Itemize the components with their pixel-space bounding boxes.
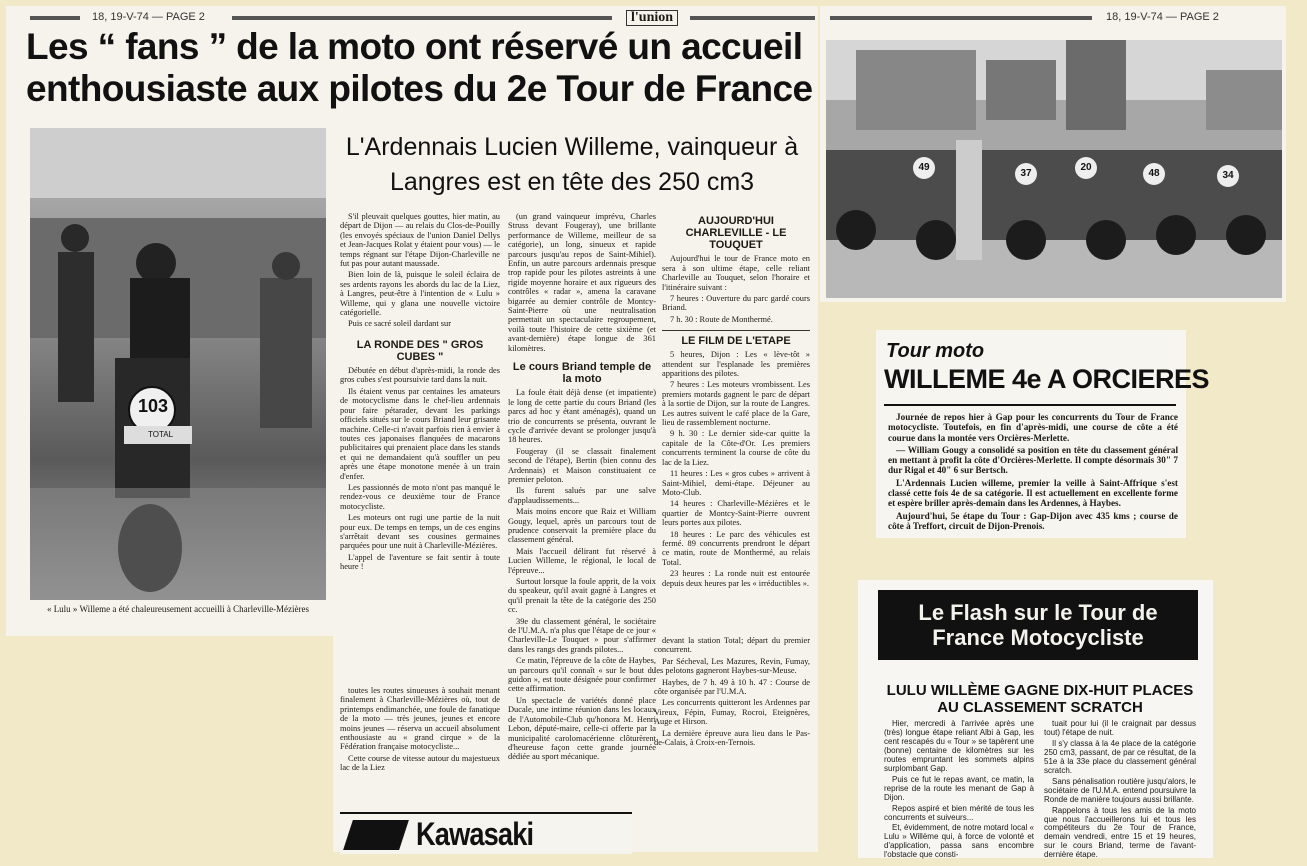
bike-number-3: 20: [1080, 162, 1092, 173]
main-headline: Les “ fans ” de la moto ont réservé un accueil enthousiaste aux pilotes du 2e Tour de France: [26, 26, 813, 109]
main-photo: [30, 128, 326, 600]
article-column-1: [340, 212, 500, 574]
date-right: 18, 19-V-74 — PAGE 2: [1106, 11, 1219, 23]
section-title-briand: Le cours Briand temple de la moto: [512, 361, 652, 386]
tour-moto-headline: WILLEME 4e A ORCIERES: [884, 364, 1210, 394]
text-paragraph: Sans pénalisation routière jusqu'alors, le sociétaire de l'U.M.A. entend poursuivre la Ronde de manière toujours aussi brillante.: [1044, 776, 1196, 804]
text-paragraph: Les concurrents quitteront les Ardennes par Vireux, Fépin, Fumay, Rocroi, Eteignères, Auge et Hirson.: [654, 698, 810, 727]
tour-moto-clipping: [876, 330, 1210, 538]
text-paragraph: La foule était déjà dense (et impatiente) le long de cette partie du cours Briand (les parcs ad hoc y étant aménagés), quand un trio de concurrents se présenta, ouvrant le cycle d'arrivée devant se prolonger jusqu'à 18 heures.: [508, 388, 656, 445]
text-paragraph: Aujourd'hui le tour de France moto en sera à son ultime étape, celle reliant Charleville au Touquet, selon l'horaire et l'itinéraire suivant :: [662, 254, 810, 292]
text-paragraph: 7 heures : Les moteurs vrombissent. Les premiers motards gagnent le parc de départ à la sortie de Dijon, sur la route de Langres. Les autres suivent le café place de la Gare, lieu de rassemblement nocturne.: [662, 380, 810, 428]
text-paragraph: S'il pleuvait quelques gouttes, hier matin, au départ de Dijon — au relais du Clos-de-Pouilly (les envoyés spéciaux de l'union Daniel Dellys et Jean-Jacques Rolat y étaient pour vous) — le temps régnant sur l'étape Dijon-Charleville ne fut pas pour autant maussade.: [340, 212, 500, 269]
text-paragraph: Surtout lorsque la foule apprit, de la voix du speakeur, qu'il avait gagné à Langres et qu'il prenait la tête de la catégorie des 250 cc.: [508, 577, 656, 615]
article-column-2: [508, 212, 656, 817]
date-left: 18, 19-V-74 — PAGE 2: [92, 11, 205, 23]
text-paragraph: 9 h. 30 : Le dernier side-car quitte la capitale de la Côte-d'Or. Les premiers concurrents terminent la course de côte du lac de la Liez.: [662, 429, 810, 467]
header-rule-right: [690, 16, 815, 20]
text-paragraph: — William Gougy a consolidé sa position en tête du classement général en mettant à profit la côte d'Orcières-Merlette. Il compte désormais 30" 7 dur Rigal et 40" 6 sur Bertsch.: [888, 444, 1178, 476]
rider-photo-illustration: [30, 128, 326, 600]
text-paragraph: tuait pour lui (il le craignait par dessus tout) l'étape de nuit.: [1044, 719, 1196, 737]
text-paragraph: Ils étaient venus par centaines les amateurs de motocyclisme dans le chef-lieu ardennais pour faire pétarader, devant les parkings officiels situés sur le cours Briand leur grisante machine. Celle-ci n'avait parfois rien à envier à toutes ces japonaises flanquées de macarons publicitaires qui prenaient place dans les stands et qui ne demandaient qu'à souffler un peu après une étape monotone menée à un train d'enfer.: [340, 386, 500, 481]
header-rule-mid: [232, 16, 612, 20]
text-paragraph: Aujourd'hui, 5e étape du Tour : Gap-Dijon avec 435 kms ; course de côte à Treffort, circuit de Dijon-Prenois.: [888, 510, 1178, 531]
masthead: l'union: [626, 10, 678, 26]
col1-paragraphs: [340, 212, 500, 329]
kawasaki-ad: [340, 812, 632, 854]
text-paragraph: 5 heures, Dijon : Les « lève-tôt » attendent sur l'esplanade les premières apparitions des pilotes.: [662, 350, 810, 379]
bike-number: 103: [137, 396, 169, 416]
header-rule-left: [30, 16, 80, 20]
flash-col-1: [884, 719, 1034, 860]
text-paragraph: Fougeray (il se classait finalement second de l'étape), Bertin (bien connu des Ardennais) et Maison constituaient ce premier peloton.: [508, 446, 656, 484]
text-paragraph: Ils furent salués par une salve d'applaudissements...: [508, 486, 656, 505]
text-paragraph: Débutée en début d'après-midi, la ronde des gros cubes s'est poursuivie tard dans la nuit.: [340, 366, 500, 385]
section-divider: [662, 330, 810, 331]
text-paragraph: La dernière épreuve aura lieu dans le Pas-de-Calais, à Croix-en-Ternois.: [654, 728, 810, 748]
text-paragraph: Mais moins encore que Raiz et William Gougy, lequel, après un parcours tout de prudence conservait la première place du classement général.: [508, 507, 656, 545]
starting-line-illustration: [826, 40, 1282, 298]
article-column-3: [662, 212, 810, 628]
text-paragraph: L'Ardennais Lucien willeme, premier la veille à Saint-Affrique s'est classé cette fois 4e de sa catégorie. Il est actuellement en excellente forme et espère briller après-demain dans les Ardennes, à Haybes.: [888, 477, 1178, 509]
text-paragraph: Il s'y classa à la 4e place de la catégorie 250 cm3, passant, de par ce résultat, de la 51e à la 33e place du classement général scratch.: [1044, 738, 1196, 775]
flash-banner: [878, 590, 1198, 660]
kawasaki-brand: Kawasaki: [416, 816, 534, 852]
text-paragraph: 7 heures : Ouverture du parc gardé cours Briand.: [662, 293, 810, 313]
text-paragraph: L'appel de l'aventure se fait sentir à toute heure !: [340, 552, 500, 572]
text-paragraph: Bien loin de là, puisque le soleil éclaira de ses ardents rayons les abords du lac de la Liez, à Langres, peut-être à l'intention de « Lulu » Willeme, qui y glana une nouvelle victoire catégorielle.: [340, 270, 500, 318]
text-paragraph: Rappelons à tous les amis de la moto que nous l'accueillerons lui et tous les compétiteurs du 2e Tour de France, demain vendredi, entre 15 et 19 heures, sur le cours Briand, terme de l'avant-dernière étape.: [1044, 805, 1196, 860]
section-title-ronde: LA RONDE DES " GROS CUBES ": [356, 338, 484, 363]
text-paragraph: 7 h. 30 : Route de Monthermé.: [670, 314, 773, 324]
text-paragraph: Par Sécheval, Les Mazures, Revin, Fumay, les pelotons gagneront Haybes-sur-Meuse.: [654, 656, 810, 676]
text-paragraph: 14 heures : Charleville-Mézières et le quartier de Montcy-Saint-Pierre ouvrent leurs portes aux pilotes.: [662, 499, 810, 528]
bike-number-4: 48: [1148, 168, 1160, 179]
flash-banner-title: Le Flash sur le Tour de France Motocycliste: [918, 600, 1158, 650]
text-paragraph: Et, évidemment, de notre motard local « Lulu » Willème qui, à force de volonté et d'application, passa sans encombre l'obstacle que consti-: [884, 823, 1034, 860]
text-paragraph: Un spectacle de variétés donné place Ducale, une intime réunion dans les locaux de l'Automobile-Club qu'honora M. Henri Lebon, député-maire, celle-ci offerte par la municipalité carolomacérienne clôturèrent d'heureuse façon cette grande journée dédiée au sport mécanique.: [508, 695, 656, 762]
text-paragraph: Puis ce sacré soleil dardant sur: [348, 319, 452, 329]
right-header-rule: [830, 16, 1092, 20]
article-column-1-lower: [340, 686, 500, 806]
kawasaki-logo-icon: [343, 820, 409, 850]
text-paragraph: Repos aspiré et bien mérité de tous les concurrents et suiveurs...: [884, 803, 1034, 822]
main-subhead: L'Ardennais Lucien Willeme, vainqueur à Langres est en tête des 250 cm3: [345, 133, 799, 196]
text-paragraph: 39e du classement général, le sociétaire de l'U.M.A. n'a plus que l'étape de ce jour « Charleville-Le Touquet » pour s'affirmer dans les rangs des grands pilotes...: [508, 616, 656, 654]
text-paragraph: 18 heures : Le parc des véhicules est fermé. 89 concurrents prendront le départ ce matin, route de Monthermé, au relais Total.: [662, 529, 810, 567]
text-paragraph: (un grand vainqueur imprévu, Charles Struss devant Fougeray), une brillante performance de Willeme, meilleur de sa catégorie), un long, sinueux et rapide parcours jusqu'au repos de Saint-Mihiel). Enfin, un autre parcours ardennais presque trop rapide pour les pilotes astreints à une rigide moyenne horaire et aux rigueurs des contrôles « radar », amena la caravane bigarrée au dernier contrôle de Montcy-Saint-Pierre où une neutralisation permettait un spectaculaire regroupement, voilà toute l'histoire de cette sixième (et avant-dernière) étape longue de 361 kilomètres.: [508, 212, 656, 353]
tour-moto-rule: [884, 404, 1176, 406]
flash-headline: LULU WILLÈME GAGNE DIX-HUIT PLACES AU CLASSEMENT SCRATCH: [886, 682, 1194, 716]
bike-number-2: 37: [1020, 168, 1032, 179]
tour-moto-kicker: Tour moto: [886, 340, 985, 362]
section-title-touquet: AUJOURD'HUI CHARLEVILLE - LE TOUQUET: [685, 215, 787, 252]
photo-caption: « Lulu » Willeme a été chaleureusement accueilli à Charleville-Mézières: [46, 604, 310, 614]
text-paragraph: Journée de repos hier à Gap pour les concurrents du Tour de France motocycliste. Toutefois, en fin d'après-midi, une course de côte a été courue dans la montée vers Orcières-Merlette.: [888, 412, 1178, 443]
article-column-3-lower: [654, 636, 810, 836]
text-paragraph: Cette course de vitesse autour du majestueux lac de la Liez: [340, 753, 500, 773]
starting-line-photo: [826, 40, 1282, 298]
text-paragraph: 23 heures : La ronde nuit est entourée depuis deux heures par les « irréductibles ».: [662, 569, 810, 588]
text-paragraph: Hier, mercredi à l'arrivée après une (très) longue étape reliant Albi à Gap, les cent rescapés du « Tour » se tapèrent une (bonne) centaine de kilomètres sur les routes empruntant les sommets alpins surplombant Gap.: [884, 719, 1034, 773]
flash-clipping: [858, 580, 1213, 858]
text-paragraph: toutes les routes sinueuses à souhait menant finalement à Charleville-Mézières où, tout de printemps endimanchée, une foule de fanatique de la moto — très jeunes, jeunes et encore moins jeunes — réserva un accueil absolument enthousiaste au « grand cirque » de la Fédération française motocycliste...: [340, 686, 500, 752]
bike-number-1: 49: [918, 162, 930, 173]
bike-sponsor: TOTAL: [148, 430, 174, 439]
text-paragraph: Les moteurs ont rugi une partie de la nuit pour eux. De temps en temps, un de ces engins s'arrêtait devant ses cousines germaines parquées pour une nuit à Charleville-Mézières.: [340, 513, 500, 551]
text-paragraph: Les passionnés de moto n'ont pas manqué le rendez-vous ce deuxième tour de France motocycliste.: [340, 482, 500, 511]
text-paragraph: Ce matin, l'épreuve de la côte de Haybes, un parcours qu'il connaît « sur le bout du guidon », est toute désignée pour confirmer cette affirmation.: [508, 656, 656, 694]
text-paragraph: 11 heures : Les « gros cubes » arrivent à Saint-Mihiel, demi-étape. Déjeuner au Moto-Club.: [662, 469, 810, 497]
text-paragraph: Haybes, de 7 h. 49 à 10 h. 47 : Course de côte organisée par l'U.M.A.: [654, 677, 810, 697]
text-paragraph: devant la station Total; départ du premier concurrent.: [654, 636, 810, 655]
text-paragraph: Mais l'accueil délirant fut réservé à Lucien Willeme, le régional, le local de l'épreuve...: [508, 546, 656, 575]
flash-col-2: [1044, 719, 1196, 860]
section-title-film: LE FILM DE L'ETAPE: [681, 335, 791, 348]
bike-number-5: 34: [1222, 170, 1234, 181]
tour-moto-body: [888, 412, 1178, 533]
text-paragraph: Puis ce fut le repas avant, ce matin, la reprise de la route les menant de Gap à Dijon.: [884, 774, 1034, 802]
